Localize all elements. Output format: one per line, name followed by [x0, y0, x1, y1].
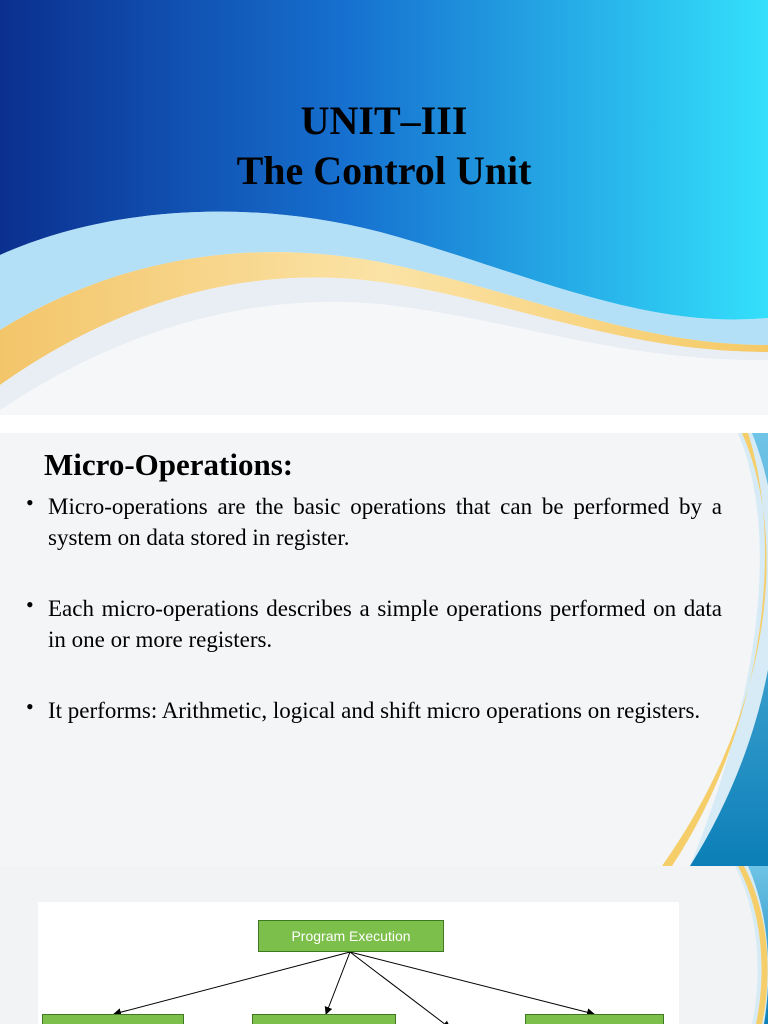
title-slide — [0, 0, 768, 415]
bullet-icon: • — [26, 694, 34, 719]
list-item: • Each micro-operations describes a simple operations performed on data in one or more registers. — [26, 593, 722, 655]
diagram-slide — [0, 866, 768, 1024]
slide-heading: Micro-Operations: — [44, 447, 294, 482]
micro-operations-slide — [0, 433, 768, 866]
diagram-child-box — [42, 1014, 184, 1024]
diagram-child-box — [525, 1014, 664, 1024]
diagram-child-box — [252, 1014, 396, 1024]
slide-gap — [0, 415, 768, 433]
bullet-list — [26, 491, 722, 766]
list-item: • Micro-operations are the basic operations that can be performed by a system on data stored in register. — [26, 491, 722, 553]
unit-title: UNIT–III — [300, 98, 468, 143]
title-block — [0, 96, 768, 196]
list-item: • It performs: Arithmetic, logical and shift micro operations on registers. — [26, 695, 722, 726]
slide-title: The Control Unit — [236, 148, 532, 193]
title-slide-background — [0, 0, 768, 415]
diagram-panel — [38, 902, 679, 1024]
bullet-icon: • — [26, 592, 34, 617]
bullet-icon: • — [26, 490, 34, 515]
program-execution-box: Program Execution — [258, 920, 444, 952]
